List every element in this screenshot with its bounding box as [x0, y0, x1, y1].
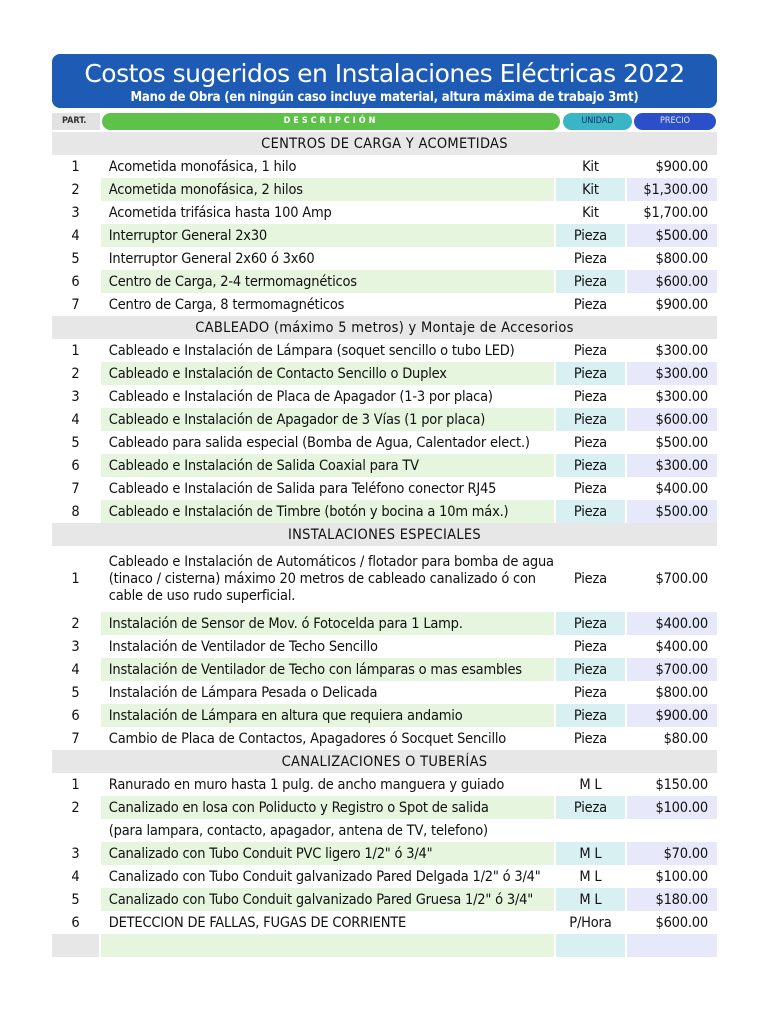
column-header-description: DESCRIPCIÓN — [102, 113, 560, 130]
description-cell: Instalación de Lámpara Pesada o Delicada — [99, 681, 555, 704]
unit-cell: M L — [554, 865, 624, 888]
description-cell: Cableado e Instalación de Placa de Apagador (1-3 por placa) — [99, 385, 555, 408]
part-cell — [52, 819, 99, 842]
table-row — [52, 658, 717, 681]
unit-cell — [554, 819, 624, 842]
section-header — [52, 316, 717, 339]
part-cell: 6 — [52, 704, 99, 727]
price-table — [52, 132, 717, 957]
description-cell: Canalizado con Tubo Conduit galvanizado Pared Delgada 1/2" ó 3/4" — [99, 865, 555, 888]
description-cell: Cableado e Instalación de Automáticos / flotador para bomba de agua (tinaco / cisterna) máximo 20 metros de cableado canalizado ó con cable de uso rudo superficial. — [99, 546, 555, 612]
unit-cell: Pieza — [554, 658, 624, 681]
description-cell: Instalación de Ventilador de Techo Sencillo — [99, 635, 555, 658]
description-cell: Ranurado en muro hasta 1 pulg. de ancho manguera y guiado — [99, 773, 555, 796]
part-cell: 1 — [52, 155, 99, 178]
table-row — [52, 385, 717, 408]
column-header-part: PART. — [52, 113, 100, 130]
section-header — [52, 523, 717, 546]
table-row — [52, 408, 717, 431]
price-cell: $600.00 — [625, 270, 718, 293]
price-cell: $800.00 — [625, 247, 718, 270]
price-cell: $600.00 — [625, 911, 718, 934]
description-cell: Cambio de Placa de Contactos, Apagadores ó Socquet Sencillo — [99, 727, 555, 750]
part-cell: 4 — [52, 224, 99, 247]
unit-cell: Pieza — [554, 247, 624, 270]
part-cell: 4 — [52, 408, 99, 431]
table-row — [52, 773, 717, 796]
part-cell: 7 — [52, 727, 99, 750]
empty-cell — [52, 934, 99, 957]
unit-cell: Pieza — [554, 454, 624, 477]
price-cell: $900.00 — [625, 704, 718, 727]
description-cell: Canalizado con Tubo Conduit galvanizado Pared Gruesa 1/2" ó 3/4" — [99, 888, 555, 911]
section-title: INSTALACIONES ESPECIALES — [52, 523, 717, 546]
part-cell: 3 — [52, 842, 99, 865]
table-row — [52, 477, 717, 500]
price-cell: $400.00 — [625, 635, 718, 658]
part-cell: 7 — [52, 293, 99, 316]
unit-cell: Pieza — [554, 500, 624, 523]
price-cell: $80.00 — [625, 727, 718, 750]
part-cell: 3 — [52, 635, 99, 658]
table-row — [52, 201, 717, 224]
section-header — [52, 750, 717, 773]
part-cell: 1 — [52, 546, 99, 612]
price-cell: $400.00 — [625, 612, 718, 635]
part-cell: 5 — [52, 247, 99, 270]
description-cell: Canalizado en losa con Poliducto y Registro o Spot de salida — [99, 796, 555, 819]
table-row — [52, 178, 717, 201]
price-cell: $900.00 — [625, 293, 718, 316]
section-title: CENTROS DE CARGA Y ACOMETIDAS — [52, 132, 717, 155]
page-title: Costos sugeridos en Instalaciones Eléctricas 2022 — [84, 59, 685, 88]
price-cell: $700.00 — [625, 546, 718, 612]
description-cell: Acometida monofásica, 1 hilo — [99, 155, 555, 178]
description-cell: Cableado e Instalación de Timbre (botón y bocina a 10m máx.) — [99, 500, 555, 523]
column-header-price: PRECIO — [634, 113, 716, 130]
description-cell: Interruptor General 2x60 ó 3x60 — [99, 247, 555, 270]
part-cell: 2 — [52, 362, 99, 385]
description-cell: Cableado para salida especial (Bomba de Agua, Calentador elect.) — [99, 431, 555, 454]
price-cell: $70.00 — [625, 842, 718, 865]
table-row — [52, 500, 717, 523]
part-cell: 8 — [52, 500, 99, 523]
price-cell: $1,700.00 — [625, 201, 718, 224]
table-row — [52, 155, 717, 178]
unit-cell: Pieza — [554, 431, 624, 454]
header-banner — [52, 54, 717, 108]
unit-cell: Pieza — [554, 635, 624, 658]
empty-cell — [99, 934, 555, 957]
unit-cell: Pieza — [554, 362, 624, 385]
price-cell: $180.00 — [625, 888, 718, 911]
description-cell: Cableado e Instalación de Apagador de 3 Vías (1 por placa) — [99, 408, 555, 431]
part-cell: 1 — [52, 339, 99, 362]
table-row — [52, 454, 717, 477]
description-cell: DETECCION DE FALLAS, FUGAS DE CORRIENTE — [99, 911, 555, 934]
price-cell: $700.00 — [625, 658, 718, 681]
price-cell: $400.00 — [625, 477, 718, 500]
table-row — [52, 293, 717, 316]
table-row — [52, 704, 717, 727]
description-cell: Centro de Carga, 2-4 termomagnéticos — [99, 270, 555, 293]
price-cell: $100.00 — [625, 865, 718, 888]
description-cell: Instalación de Sensor de Mov. ó Fotocelda para 1 Lamp. — [99, 612, 555, 635]
unit-cell: Pieza — [554, 477, 624, 500]
part-cell: 6 — [52, 454, 99, 477]
table-row — [52, 727, 717, 750]
price-cell: $900.00 — [625, 155, 718, 178]
description-cell: Cableado e Instalación de Salida Coaxial para TV — [99, 454, 555, 477]
price-cell: $600.00 — [625, 408, 718, 431]
price-cell: $300.00 — [625, 454, 718, 477]
price-cell: $300.00 — [625, 339, 718, 362]
unit-cell: M L — [554, 773, 624, 796]
unit-cell: Pieza — [554, 224, 624, 247]
table-row — [52, 247, 717, 270]
part-cell: 2 — [52, 796, 99, 819]
price-cell: $100.00 — [625, 796, 718, 819]
part-cell: 6 — [52, 270, 99, 293]
part-cell: 5 — [52, 681, 99, 704]
unit-cell: Pieza — [554, 293, 624, 316]
price-cell: $300.00 — [625, 362, 718, 385]
description-cell: Instalación de Ventilador de Techo con lámparas o mas esambles — [99, 658, 555, 681]
table-row — [52, 224, 717, 247]
unit-cell: Pieza — [554, 546, 624, 612]
column-header-unit: UNIDAD — [563, 113, 632, 130]
table-row — [52, 362, 717, 385]
part-cell: 3 — [52, 201, 99, 224]
table-row — [52, 546, 717, 612]
description-cell: Canalizado con Tubo Conduit PVC ligero 1/2" ó 3/4" — [99, 842, 555, 865]
unit-cell: Pieza — [554, 727, 624, 750]
table-row-empty — [52, 934, 717, 957]
part-cell: 2 — [52, 178, 99, 201]
section-title: CANALIZACIONES O TUBERÍAS — [52, 750, 717, 773]
description-cell: Acometida trifásica hasta 100 Amp — [99, 201, 555, 224]
section-title: CABLEADO (máximo 5 metros) y Montaje de Accesorios — [52, 316, 717, 339]
price-cell: $500.00 — [625, 500, 718, 523]
price-cell: $1,300.00 — [625, 178, 718, 201]
description-cell: Centro de Carga, 8 termomagnéticos — [99, 293, 555, 316]
unit-cell: P/Hora — [554, 911, 624, 934]
description-cell: Cableado e Instalación de Contacto Sencillo o Duplex — [99, 362, 555, 385]
description-cell: Acometida monofásica, 2 hilos — [99, 178, 555, 201]
table-row — [52, 888, 717, 911]
table-row — [52, 681, 717, 704]
part-cell: 5 — [52, 888, 99, 911]
table-row — [52, 431, 717, 454]
unit-cell: Pieza — [554, 681, 624, 704]
table-row — [52, 796, 717, 819]
unit-cell: Kit — [554, 178, 624, 201]
unit-cell: Pieza — [554, 385, 624, 408]
empty-cell — [625, 934, 718, 957]
part-cell: 6 — [52, 911, 99, 934]
unit-cell: Pieza — [554, 339, 624, 362]
unit-cell: Pieza — [554, 796, 624, 819]
unit-cell: Kit — [554, 201, 624, 224]
description-cell: Cableado e Instalación de Salida para Teléfono conector RJ45 — [99, 477, 555, 500]
empty-cell — [554, 934, 624, 957]
price-cell: $150.00 — [625, 773, 718, 796]
description-cell: Interruptor General 2x30 — [99, 224, 555, 247]
part-cell: 3 — [52, 385, 99, 408]
table-row — [52, 339, 717, 362]
part-cell: 7 — [52, 477, 99, 500]
price-cell — [625, 819, 718, 842]
part-cell: 4 — [52, 658, 99, 681]
price-cell: $500.00 — [625, 224, 718, 247]
table-row — [52, 911, 717, 934]
price-cell: $300.00 — [625, 385, 718, 408]
table-row — [52, 270, 717, 293]
unit-cell: Kit — [554, 155, 624, 178]
part-cell: 5 — [52, 431, 99, 454]
table-row — [52, 842, 717, 865]
part-cell: 2 — [52, 612, 99, 635]
price-cell: $500.00 — [625, 431, 718, 454]
table-row — [52, 865, 717, 888]
section-header — [52, 132, 717, 155]
unit-cell: Pieza — [554, 408, 624, 431]
description-cell: Cableado e Instalación de Lámpara (soquet sencillo o tubo LED) — [99, 339, 555, 362]
part-cell: 1 — [52, 773, 99, 796]
description-cell: (para lampara, contacto, apagador, antena de TV, telefono) — [99, 819, 555, 842]
unit-cell: M L — [554, 842, 624, 865]
unit-cell: Pieza — [554, 704, 624, 727]
table-row — [52, 635, 717, 658]
unit-cell: M L — [554, 888, 624, 911]
description-cell: Instalación de Lámpara en altura que requiera andamio — [99, 704, 555, 727]
table-row — [52, 819, 717, 842]
table-row — [52, 612, 717, 635]
page-subtitle: Mano de Obra (en ningún caso incluye material, altura máxima de trabajo 3mt) — [130, 90, 639, 105]
price-cell: $800.00 — [625, 681, 718, 704]
unit-cell: Pieza — [554, 270, 624, 293]
part-cell: 4 — [52, 865, 99, 888]
unit-cell: Pieza — [554, 612, 624, 635]
